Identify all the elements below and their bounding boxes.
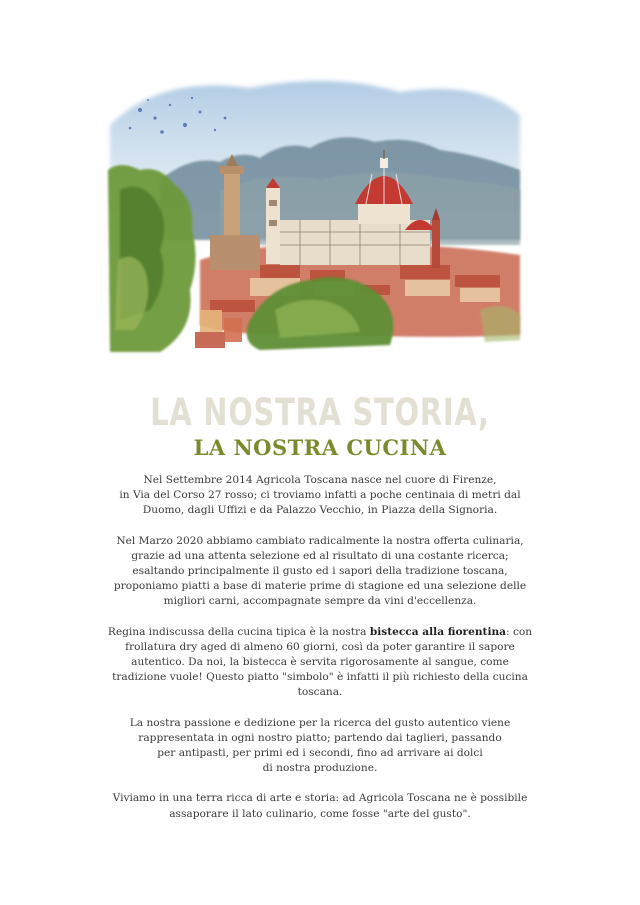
text-line: esaltando principalmente il gusto ed i sapori della tradizione toscana,: [132, 565, 508, 578]
text-line: toscana.: [297, 686, 343, 699]
text-line: Nel Marzo 2020 abbiamo cambiato radicalmente la nostra offerta culinaria,: [116, 534, 524, 547]
paragraph-new-offer: [70, 534, 570, 610]
text-line: migliori carni, accompagnate sempre da vini d'eccellenza.: [163, 595, 477, 608]
text-line: autentico. Da noi, la bistecca è servita rigorosamente al sangue, come: [131, 656, 509, 669]
text-line: grazie ad una attenta selezione ed al risultato di una costante ricerca;: [131, 549, 509, 562]
text-line: La nostra passione e dedizione per la ricerca del gusto autentico viene: [129, 716, 511, 729]
text-line: : con: [506, 625, 533, 638]
title-line-2: LA NOSTRA CUCINA: [193, 435, 447, 460]
title-line-1: LA NOSTRA STORIA,: [150, 391, 490, 434]
text-line: proponiamo piatti a base di materie prime di stagione ed una selezione delle: [113, 580, 527, 593]
paragraph-founding: [70, 473, 570, 519]
text-line: Nel Settembre 2014 Agricola Toscana nasce nel cuore di Firenze,: [143, 474, 497, 486]
text-line: per antipasti, per primi ed i secondi, fino ad arrivare ai dolci: [157, 747, 483, 760]
florence-watercolor-icon: [100, 70, 525, 360]
bistecca-highlight: bistecca alla fiorentina: [369, 625, 507, 638]
florence-illustration: [100, 70, 525, 360]
paragraph-art-of-taste: [70, 791, 570, 821]
text-line: assaporare il lato culinario, come fosse "arte del gusto".: [169, 807, 471, 820]
story-text: [70, 473, 570, 837]
paragraph-bistecca: [70, 625, 570, 701]
text-line: tradizione vuole! Questo piatto "simbolo" è infatti il più richiesto della cucina: [112, 671, 528, 684]
text-line: frollatura dry aged di almeno 60 giorni, così da poter garantire il sapore: [125, 640, 515, 653]
text-line: Viviamo in una terra ricca di arte e storia: ad Agricola Toscana ne è possibile: [112, 792, 528, 805]
paragraph-passion: [70, 716, 570, 777]
text-line: di nostra produzione.: [262, 762, 378, 775]
text-line: Duomo, dagli Uffizi e da Palazzo Vecchio, in Piazza della Signoria.: [142, 504, 498, 517]
text-line: rappresentata in ogni nostro piatto; partendo dai taglieri, passando: [138, 731, 502, 744]
text-line: in Via del Corso 27 rosso; ci troviamo infatti a poche centinaia di metri dal: [119, 489, 521, 502]
text-line: Regina indiscussa della cucina tipica è la nostra: [107, 625, 370, 638]
